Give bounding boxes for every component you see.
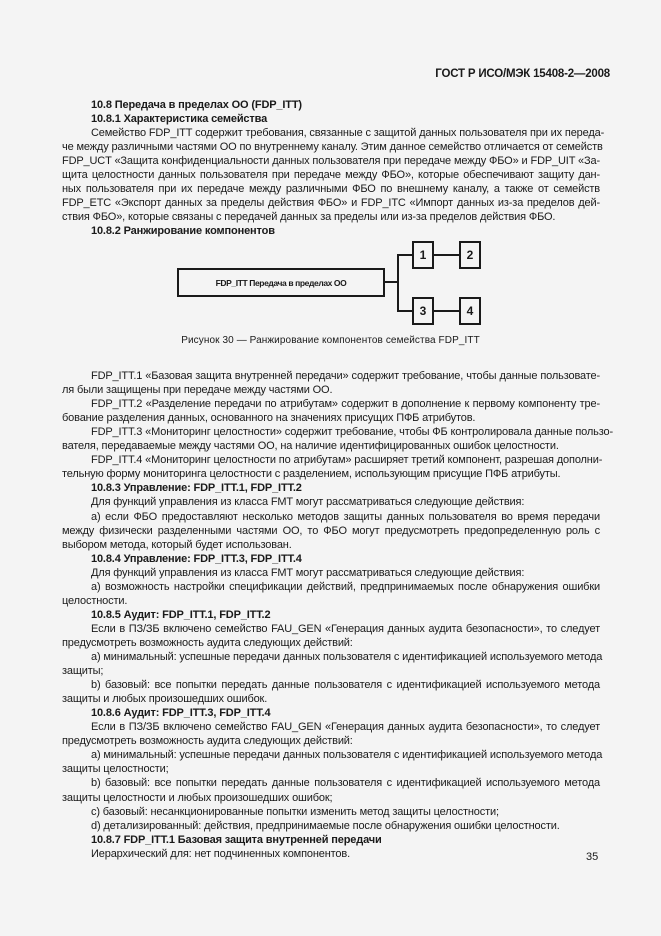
- paragraph-line: Если в ПЗ/ЗБ включено семейство FAU_GEN «Генерация данных аудита безопасности», то следует: [91, 622, 600, 635]
- connector: [397, 254, 413, 256]
- figure-caption: Рисунок 30 — Ранжирование компонентов семейства FDP_ITT: [181, 335, 480, 346]
- connector: [397, 254, 399, 312]
- paragraph-line: защиты и любых произошедших ошибок.: [62, 693, 268, 706]
- component-levelling-diagram: [0, 0, 661, 360]
- paragraph-line: защиты целостности и любых произошедших ошибок;: [62, 791, 333, 804]
- paragraph-line: предусмотреть возможность аудита следующих действий:: [62, 636, 353, 649]
- paragraph-line: вателя, передаваемые между частями ОО, на наличие идентифицированных ошибок целостности.: [62, 440, 559, 453]
- paragraph-line: c) базовый: несанкционированные попытки изменить метод защиты целостности;: [91, 805, 499, 818]
- section-heading: 10.8 Передача в пределах ОО (FDP_ITT): [91, 99, 302, 111]
- section-heading: 10.8.3 Управление: FDP_ITT.1, FDP_ITT.2: [91, 482, 302, 495]
- paragraph-line: ствия ФБО», которые связаны с передачей данных за пределы или из-за пределов действия ФБО.: [62, 211, 556, 224]
- connector: [397, 310, 413, 312]
- paragraph-line: ных пользователя при их передаче между различными ФБО по внешнему каналу, а также от семейств: [62, 183, 600, 196]
- paragraph-line: целостности.: [62, 594, 128, 607]
- paragraph-line: FDP_ITT.2 «Разделение передачи по атрибутам» содержит в дополнение к первому компоненту тре-: [91, 398, 600, 411]
- paragraph-line: между физически разделенными частями ОО, то ФБО могут предусмотреть предопределенную роль с: [62, 524, 600, 537]
- section-heading: 10.8.6 Аудит: FDP_ITT.3, FDP_ITT.4: [91, 707, 271, 720]
- section-heading: 10.8.1 Характеристика семейства: [91, 113, 268, 126]
- page-number: 35: [586, 851, 599, 863]
- section-heading: 10.8.7 FDP_ITT.1 Базовая защита внутренней передачи: [91, 833, 382, 846]
- section-heading: 10.8.2 Ранжирование компонентов: [91, 225, 275, 238]
- paragraph-line: b) базовый: все попытки передать данные пользователя с идентификацией используемого метода: [91, 777, 600, 790]
- paragraph-line: че между различными частями ОО по внутреннему каналу. Этим данное семейство отличается от семейств: [62, 141, 603, 154]
- paragraph-line: a) возможность настройки спецификации действий, предпринимаемых после обнаружения ошибки: [91, 580, 600, 593]
- connector: [433, 254, 460, 256]
- paragraph-line: d) детализированный: действия, предпринимаемые после обнаружения ошибки целостности.: [91, 819, 560, 832]
- paragraph-line: щита целостности данных пользователя при передаче между ФБО», которые обеспечивают защиту дан-: [62, 169, 600, 182]
- paragraph-line: защиты целостности;: [62, 763, 169, 776]
- family-box-label: FDP_ITT Передача в пределах ОО: [215, 277, 347, 288]
- document-header: ГОСТ Р ИСО/МЭК 15408-2—2008: [435, 68, 610, 80]
- paragraph-line: выбором метода, который будет использован.: [62, 538, 292, 551]
- component-box-2: 2: [459, 241, 481, 269]
- paragraph-line: FDP_UCT «Защита конфиденциальности данных пользователя при передаче между ФБО» и FDP_UIT «За-: [62, 155, 600, 168]
- paragraph-line: Для функций управления из класса FMT могут рассматриваться следующие действия:: [91, 496, 525, 509]
- paragraph-line: a) минимальный: успешные передачи данных пользователя с идентификацией используемого метода: [91, 749, 603, 762]
- section-heading: 10.8.4 Управление: FDP_ITT.3, FDP_ITT.4: [91, 552, 302, 565]
- paragraph-line: защиты;: [62, 665, 104, 678]
- section-heading: 10.8.5 Аудит: FDP_ITT.1, FDP_ITT.2: [91, 608, 271, 621]
- component-box-1: 1: [412, 241, 434, 269]
- paragraph-line: Для функций управления из класса FMT могут рассматриваться следующие действия:: [91, 566, 525, 579]
- component-box-3: 3: [412, 297, 434, 325]
- paragraph-line: бование разделения данных, основанного на значениях присущих ПФБ атрибутов.: [62, 412, 476, 425]
- paragraph-line: b) базовый: все попытки передать данные пользователя с идентификацией используемого метода: [91, 679, 600, 692]
- paragraph-line: предусмотреть возможность аудита следующих действий:: [62, 735, 353, 748]
- paragraph-line: FDP_ITT.1 «Базовая защита внутренней передачи» содержит требование, чтобы данные пользовате-: [91, 370, 600, 382]
- connector: [433, 310, 460, 312]
- family-box: [177, 268, 385, 297]
- paragraph-line: a) минимальный: успешные передачи данных пользователя с идентификацией используемого метода: [91, 651, 603, 663]
- paragraph-line: Иерархический для: нет подчиненных компонентов.: [91, 847, 351, 860]
- paragraph-line: тельную форму мониторинга целостности с разделением, использующим присущие ПФБ атрибуты.: [62, 468, 561, 481]
- paragraph-line: Семейство FDP_ITT содержит требования, связанные с защитой данных пользователя при их переда-: [91, 127, 605, 140]
- paragraph-line: ля были защищены при передаче между частями ОО.: [62, 384, 333, 397]
- paragraph-line: a) если ФБО предоставляют несколько методов защиты данных пользователя во время передачи: [91, 510, 600, 523]
- component-box-4: 4: [459, 297, 481, 325]
- paragraph-line: FDP_ETC «Экспорт данных за пределы действия ФБО» и FDP_ITC «Импорт данных из-за пределов дей-: [62, 197, 600, 210]
- paragraph-line: FDP_ITT.4 «Мониторинг целостности по атрибутам» расширяет третий компонент, разрешая дополни-: [91, 454, 603, 467]
- paragraph-line: Если в ПЗ/ЗБ включено семейство FAU_GEN «Генерация данных аудита безопасности», то следует: [91, 721, 600, 734]
- paragraph-line: FDP_ITT.3 «Мониторинг целостности» содержит требование, чтобы ФБ контролировала данные пользо-: [91, 426, 613, 439]
